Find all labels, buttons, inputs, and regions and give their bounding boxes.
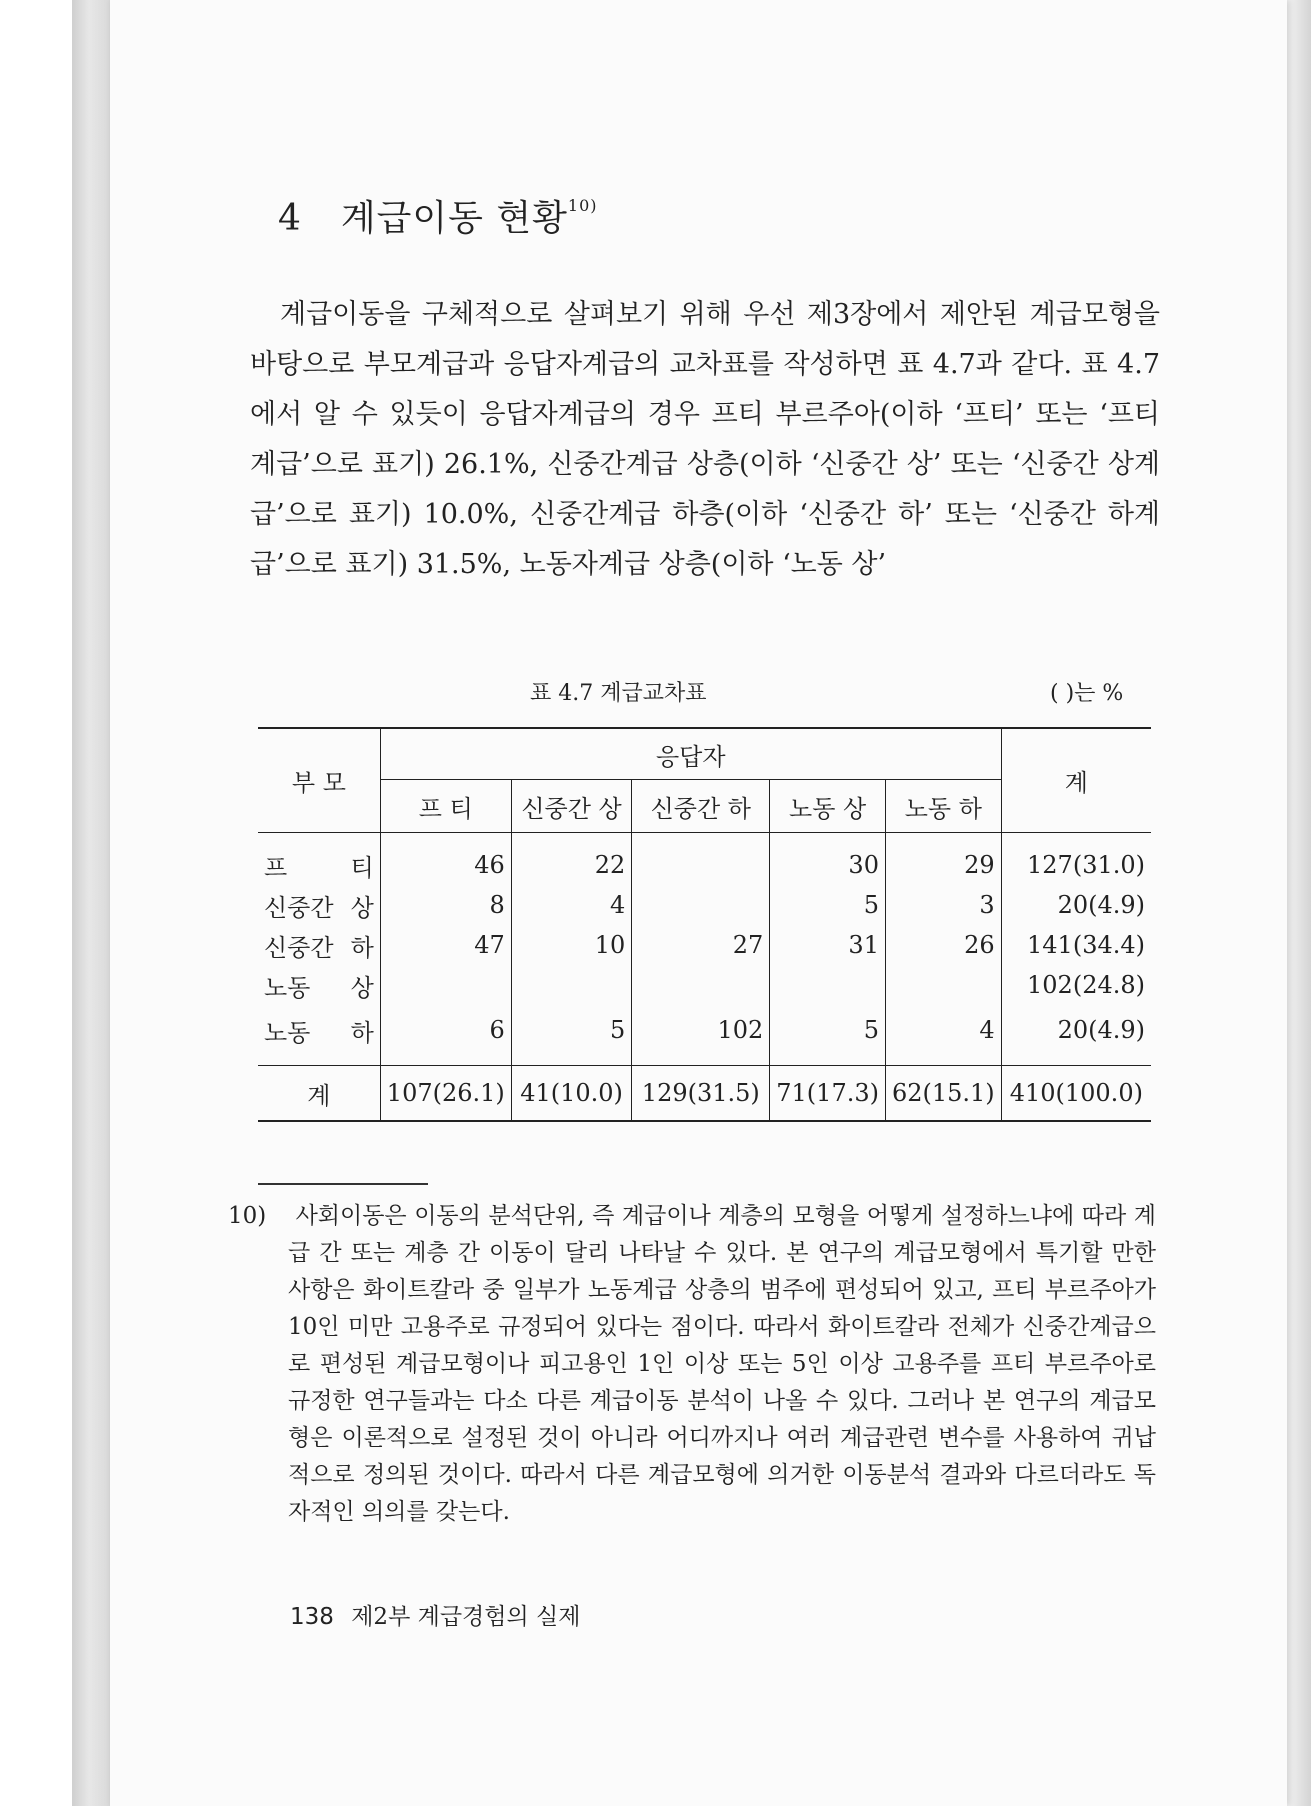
column-header: 노동 하 — [885, 780, 1001, 833]
footnote — [228, 1198, 1157, 1531]
table-cell — [511, 965, 632, 1005]
part-title: 계급경험의 실제 — [417, 1604, 581, 1630]
column-header: 프 티 — [380, 780, 511, 833]
book-spine — [72, 0, 110, 1806]
respondent-header: 응답자 — [380, 728, 1001, 780]
parent-header: 부 모 — [258, 728, 380, 833]
table-cell: 102 — [632, 1005, 770, 1066]
section-title — [278, 190, 598, 241]
column-total: 62(15.1) — [885, 1066, 1001, 1122]
row-label: 신중간 하 — [258, 925, 380, 965]
table-row — [258, 885, 1151, 925]
row-total: 141(34.4) — [1027, 931, 1145, 959]
footnote-divider — [258, 1183, 428, 1185]
footnote-marker: 10) — [228, 1203, 267, 1229]
footnote-text: 사회이동은 이동의 분석단위, 즉 계급이나 계층의 모형을 어떻게 설정하느냐에 따라 계급 간 또는 계층 간 이동이 달리 나타날 수 있다. 본 연구의 계급모형에서 특기할 만한 사항은 화이트칼라 중 일부가 노동계급 상층의 범주에 편성되어 있고, 프티 부르주아가 10인 미만 고용주로 규정되어 있다는 점이다. 따라서 화이트칼라 전체가 신중간계급으로 편성된 계급모형이나 피고용인 1인 이상 또는 5인 이상 고용주를 프티 부르주아로 규정한 연구들과는 다소 다른 계급이동 분석이 나올 수 있다. 그러나 본 연구의 계급모형은 이론적으로 설정된 것이 아니라 어디까지나 여러 계급관련 변수를 사용하여 귀납적으로 정의된 것이다. 따라서 다른 계급모형에 의거한 이동분석 결과와 다르더라도 독자적인 의의를 갖는다. — [288, 1203, 1157, 1525]
table-cell — [632, 885, 770, 925]
body-paragraph-text: 계급이동을 구체적으로 살펴보기 위해 우선 제3장에서 제안된 계급모형을 바탕으로 부모계급과 응답자계급의 교차표를 작성하면 표 4.7과 같다. 표 4.7에서 알 수 있듯이 응답자계급의 경우 프티 부르주아(이하 ‘프티’ 또는 ‘프티 계급’으로 표기) 26.1%, 신중간계급 상층(이하 ‘신중간 상’ 또는 ‘신중간 상계급’으로 표기) 10.0%, 신중간계급 하층(이하 ‘신중간 하’ 또는 ‘신중간 하계급’으로 표기) 31.5%, 노동자계급 상층(이하 ‘노동 상’ — [250, 299, 1160, 580]
column-total: 71(17.3) — [770, 1066, 886, 1122]
table-cell: 10 — [511, 925, 632, 965]
section-title-text: 계급이동 현황 — [340, 198, 568, 239]
row-label: 신중간 상 — [258, 885, 380, 925]
column-header: 노동 상 — [770, 780, 886, 833]
table-cell: 5 — [770, 885, 886, 925]
part-label: 제2부 — [351, 1604, 411, 1630]
page-number: 138 — [290, 1604, 334, 1630]
table-cell: 27 — [632, 925, 770, 965]
row-label: 프 티 — [258, 833, 380, 886]
row-label: 노동 하 — [258, 1005, 380, 1066]
table-row — [258, 1005, 1151, 1066]
table-caption: 표 4.7 계급교차표 — [530, 681, 707, 706]
table-cell — [885, 965, 1001, 1005]
page-edge — [1287, 0, 1311, 1806]
body-paragraph — [250, 290, 1160, 590]
table-row — [258, 925, 1151, 965]
class-crosstab — [258, 727, 1151, 1122]
row-total: 102(24.8) — [1027, 971, 1145, 999]
column-header: 신중간 하 — [632, 780, 770, 833]
row-total: 20(4.9) — [1057, 891, 1145, 919]
column-total: 41(10.0) — [511, 1066, 632, 1122]
table-row — [258, 833, 1151, 886]
table-cell — [632, 965, 770, 1005]
table-cell: 47 — [380, 925, 511, 965]
column-total: 129(31.5) — [632, 1066, 770, 1122]
section-number: 4 — [278, 198, 302, 239]
page-footer — [290, 1598, 580, 1631]
table-cell: 29 — [885, 833, 1001, 886]
table-cell: 4 — [885, 1005, 1001, 1066]
row-total: 20(4.9) — [1057, 1016, 1145, 1044]
table-cell: 30 — [770, 833, 886, 886]
table-unit-note: ( )는 % — [1050, 681, 1124, 706]
table-cell — [380, 965, 511, 1005]
table-cell: 22 — [511, 833, 632, 886]
table-cell: 8 — [380, 885, 511, 925]
grand-total: 410(100.0) — [1001, 1066, 1151, 1122]
total-row-label: 계 — [258, 1066, 380, 1122]
table-cell: 6 — [380, 1005, 511, 1066]
table-cell: 5 — [511, 1005, 632, 1066]
table-cell: 46 — [380, 833, 511, 886]
total-row — [258, 1066, 1151, 1122]
row-total: 127(31.0) — [1027, 851, 1145, 879]
column-header: 신중간 상 — [511, 780, 632, 833]
footnote-body — [228, 1198, 1157, 1531]
column-total: 107(26.1) — [380, 1066, 511, 1122]
table-cell — [632, 833, 770, 886]
table-cell: 4 — [511, 885, 632, 925]
total-header: 계 — [1001, 728, 1151, 833]
table-cell: 26 — [885, 925, 1001, 965]
table-cell: 31 — [770, 925, 886, 965]
table-cell — [770, 965, 886, 1005]
table-header-row — [258, 728, 1151, 780]
table-cell: 3 — [885, 885, 1001, 925]
table-cell: 5 — [770, 1005, 886, 1066]
footnote-reference[interactable]: 10) — [567, 196, 598, 215]
row-label: 노동 상 — [258, 965, 380, 1005]
table-row — [258, 965, 1151, 1005]
